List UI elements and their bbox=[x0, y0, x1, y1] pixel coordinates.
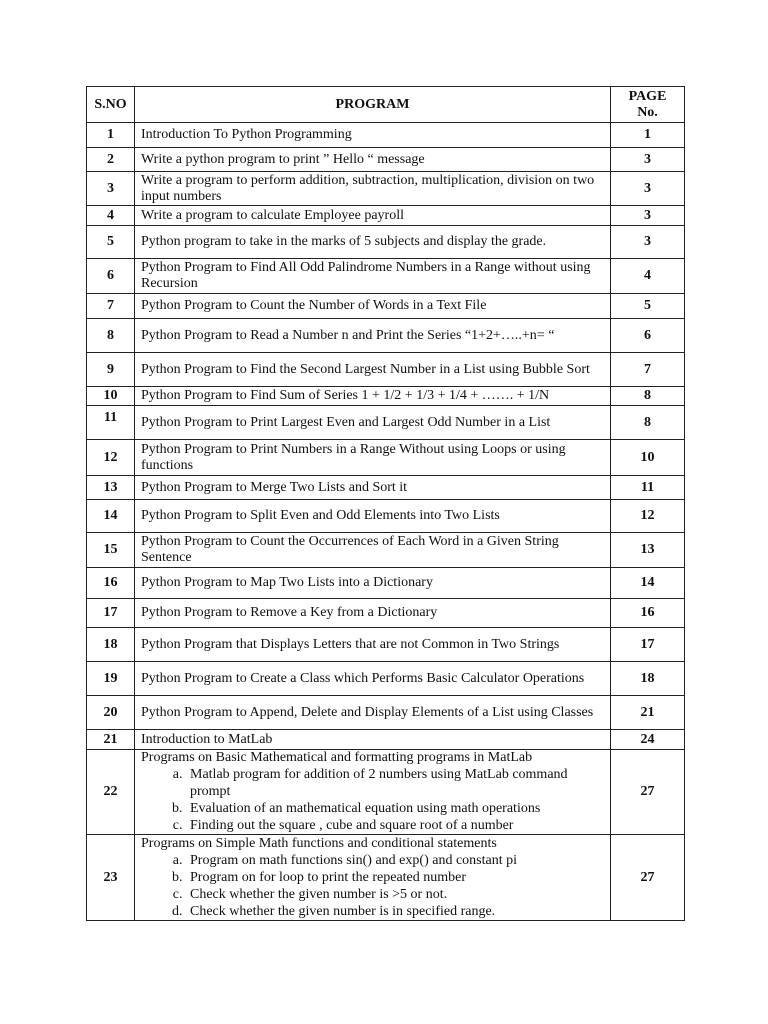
table-row bbox=[87, 476, 685, 500]
row-sno: 20 bbox=[87, 696, 135, 730]
row-page: 27 bbox=[611, 835, 685, 921]
row-program: Python Program to Merge Two Lists and Sort it bbox=[135, 476, 611, 500]
sub-item: a. Matlab program for addition of 2 numbers using MatLab command prompt bbox=[186, 766, 604, 800]
row-page: 14 bbox=[611, 568, 685, 599]
sub-item: d. Check whether the given number is in specified range. bbox=[186, 903, 604, 920]
table-row bbox=[87, 599, 685, 628]
row-sno: 15 bbox=[87, 533, 135, 568]
header-page bbox=[611, 87, 685, 123]
row-page: 1 bbox=[611, 123, 685, 148]
row-page: 27 bbox=[611, 750, 685, 835]
row-page: 3 bbox=[611, 206, 685, 226]
row-page: 10 bbox=[611, 440, 685, 476]
row-sno: 1 bbox=[87, 123, 135, 148]
row-program-heading: Programs on Basic Mathematical and formatting programs in MatLab bbox=[141, 750, 533, 765]
row-program: Python Program to Find All Odd Palindrome Numbers in a Range without using Recursion bbox=[135, 259, 611, 294]
row-page: 16 bbox=[611, 599, 685, 628]
table-row bbox=[87, 662, 685, 696]
row-program: Python Program to Print Numbers in a Range Without using Loops or using functions bbox=[135, 440, 611, 476]
table-row bbox=[87, 533, 685, 568]
header-page-line1: PAGE bbox=[628, 88, 667, 104]
table-row bbox=[87, 387, 685, 406]
row-program: Python Program that Displays Letters that are not Common in Two Strings bbox=[135, 628, 611, 662]
row-page: 11 bbox=[611, 476, 685, 500]
table-row bbox=[87, 750, 685, 835]
row-page: 3 bbox=[611, 172, 685, 206]
row-sno: 13 bbox=[87, 476, 135, 500]
row-sno: 2 bbox=[87, 148, 135, 172]
row-sno: 23 bbox=[87, 835, 135, 921]
row-page: 6 bbox=[611, 319, 685, 353]
sub-list bbox=[141, 766, 604, 834]
table-row bbox=[87, 294, 685, 319]
row-sno: 11 bbox=[87, 406, 135, 440]
row-program: Python Program to Read a Number n and Print the Series “1+2+…..+n= “ bbox=[135, 319, 611, 353]
table-row bbox=[87, 500, 685, 533]
row-page: 17 bbox=[611, 628, 685, 662]
row-sno: 14 bbox=[87, 500, 135, 533]
table-row bbox=[87, 206, 685, 226]
row-sno: 16 bbox=[87, 568, 135, 599]
table-row bbox=[87, 353, 685, 387]
table-row bbox=[87, 172, 685, 206]
row-page: 24 bbox=[611, 730, 685, 750]
table-row bbox=[87, 319, 685, 353]
row-sno: 9 bbox=[87, 353, 135, 387]
row-sno: 8 bbox=[87, 319, 135, 353]
row-program: Introduction To Python Programming bbox=[135, 123, 611, 148]
table-row bbox=[87, 730, 685, 750]
row-sno: 22 bbox=[87, 750, 135, 835]
table-row bbox=[87, 628, 685, 662]
row-program: Write a program to calculate Employee payroll bbox=[135, 206, 611, 226]
sub-item: c. Check whether the given number is >5 or not. bbox=[186, 886, 604, 903]
row-page: 12 bbox=[611, 500, 685, 533]
row-program: Python Program to Count the Number of Words in a Text File bbox=[135, 294, 611, 319]
table-row bbox=[87, 226, 685, 259]
table-row bbox=[87, 835, 685, 921]
row-sno: 7 bbox=[87, 294, 135, 319]
sub-item: b. Program on for loop to print the repeated number bbox=[186, 869, 604, 886]
row-page: 7 bbox=[611, 353, 685, 387]
row-program: Python Program to Append, Delete and Display Elements of a List using Classes bbox=[135, 696, 611, 730]
row-program: Python Program to Split Even and Odd Elements into Two Lists bbox=[135, 500, 611, 533]
row-page: 8 bbox=[611, 406, 685, 440]
row-sno: 6 bbox=[87, 259, 135, 294]
header-row bbox=[87, 87, 685, 123]
row-program: Python Program to Remove a Key from a Dictionary bbox=[135, 599, 611, 628]
row-page: 3 bbox=[611, 226, 685, 259]
row-page: 3 bbox=[611, 148, 685, 172]
row-program: Python Program to Count the Occurrences of Each Word in a Given String Sentence bbox=[135, 533, 611, 568]
row-program bbox=[135, 750, 611, 835]
row-page: 4 bbox=[611, 259, 685, 294]
row-page: 5 bbox=[611, 294, 685, 319]
program-index-table bbox=[86, 86, 685, 921]
sub-list bbox=[141, 852, 604, 920]
row-program-heading: Programs on Simple Math functions and conditional statements bbox=[141, 835, 497, 851]
row-page: 18 bbox=[611, 662, 685, 696]
row-program bbox=[135, 835, 611, 921]
table-row bbox=[87, 568, 685, 599]
row-program: Python Program to Print Largest Even and Largest Odd Number in a List bbox=[135, 406, 611, 440]
table-row bbox=[87, 406, 685, 440]
table-row bbox=[87, 123, 685, 148]
table-row bbox=[87, 440, 685, 476]
row-page: 8 bbox=[611, 387, 685, 406]
sub-item: b. Evaluation of an mathematical equation using math operations bbox=[186, 800, 604, 817]
row-program: Python Program to Find Sum of Series 1 + 1/2 + 1/3 + 1/4 + ……. + 1/N bbox=[135, 387, 611, 406]
header-page-line2: No. bbox=[637, 104, 658, 120]
row-sno: 5 bbox=[87, 226, 135, 259]
row-program: Python Program to Create a Class which Performs Basic Calculator Operations bbox=[135, 662, 611, 696]
row-sno: 10 bbox=[87, 387, 135, 406]
row-sno: 4 bbox=[87, 206, 135, 226]
row-page: 13 bbox=[611, 533, 685, 568]
header-program: PROGRAM bbox=[135, 87, 611, 123]
row-program: Write a program to perform addition, subtraction, multiplication, division on two input numbers bbox=[135, 172, 611, 206]
sub-item: a. Program on math functions sin() and exp() and constant pi bbox=[186, 852, 604, 869]
sub-item: c. Finding out the square , cube and square root of a number bbox=[186, 817, 604, 834]
row-sno: 19 bbox=[87, 662, 135, 696]
row-program: Introduction to MatLab bbox=[135, 730, 611, 750]
row-program: Python Program to Find the Second Largest Number in a List using Bubble Sort bbox=[135, 353, 611, 387]
table-row bbox=[87, 696, 685, 730]
table-row bbox=[87, 148, 685, 172]
row-sno: 17 bbox=[87, 599, 135, 628]
row-program: Python Program to Map Two Lists into a Dictionary bbox=[135, 568, 611, 599]
row-page: 21 bbox=[611, 696, 685, 730]
row-sno: 18 bbox=[87, 628, 135, 662]
row-sno: 21 bbox=[87, 730, 135, 750]
row-program: Write a python program to print ” Hello “ message bbox=[135, 148, 611, 172]
row-program: Python program to take in the marks of 5 subjects and display the grade. bbox=[135, 226, 611, 259]
row-sno: 12 bbox=[87, 440, 135, 476]
header-sno: S.NO bbox=[87, 87, 135, 123]
row-sno: 3 bbox=[87, 172, 135, 206]
table-row bbox=[87, 259, 685, 294]
